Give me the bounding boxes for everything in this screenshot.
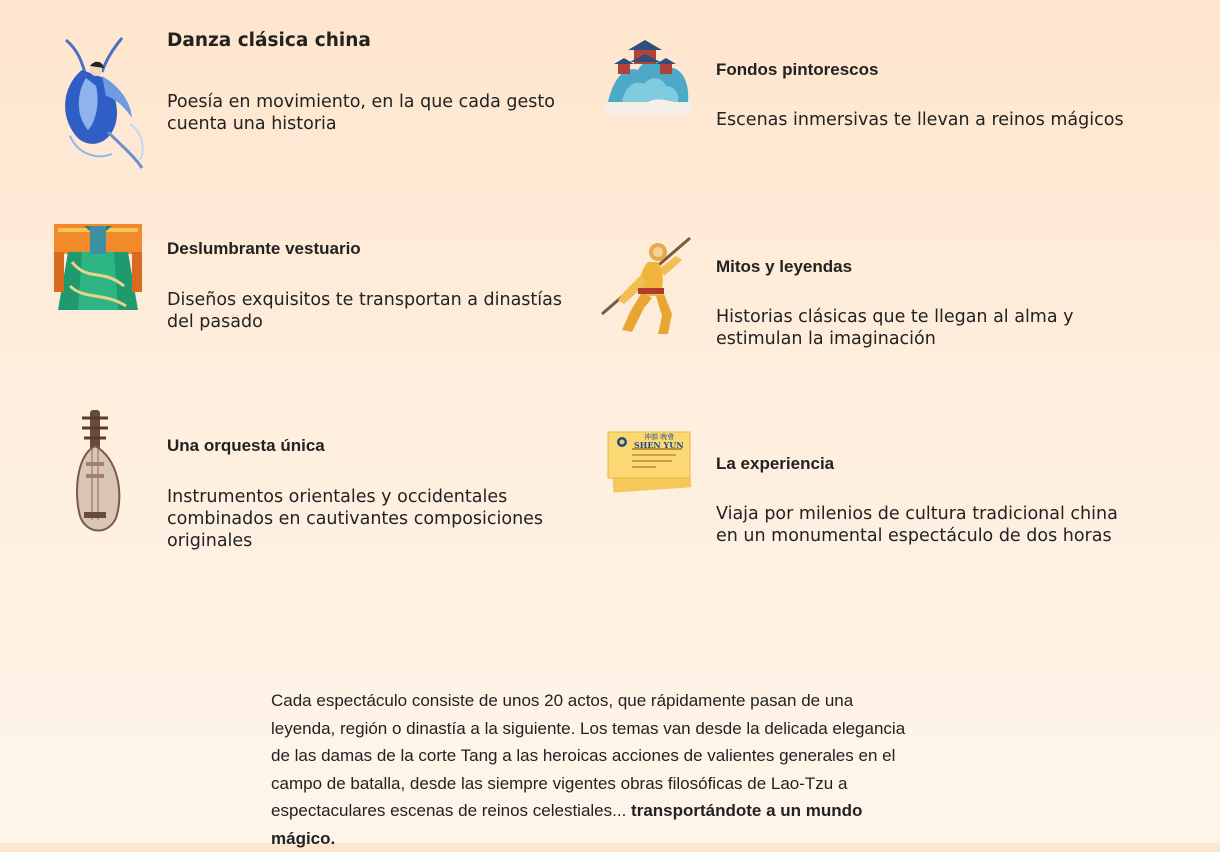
feature-description: Viaja por milenios de cultura tradicional china en un monumental espectáculo de dos horas xyxy=(716,504,1118,546)
palace-icon xyxy=(604,36,692,114)
dancer-icon xyxy=(52,36,150,172)
monkey-king-icon xyxy=(600,234,694,336)
ticket-icon xyxy=(606,428,694,496)
summary-emphasis: transportándote a un mundo mágico. xyxy=(271,801,863,848)
feature-description: Escenas inmersivas te llevan a reinos mágicos xyxy=(716,110,1124,130)
summary-paragraph xyxy=(271,687,911,852)
costume-icon xyxy=(54,222,142,312)
ticket-brand-small: 神韻 晚會 xyxy=(644,433,675,441)
feature-title: Danza clásica china xyxy=(167,30,371,51)
feature-description: Historias clásicas que te llegan al alma y estimulan la imaginación xyxy=(716,307,1074,349)
feature-title: Una orquesta única xyxy=(167,436,325,455)
feature-description: Diseños exquisitos te transportan a dinastías del pasado xyxy=(167,290,562,332)
feature-description: Poesía en movimiento, en la que cada gesto cuenta una historia xyxy=(167,92,555,134)
feature-description: Instrumentos orientales y occidentales combinados en cautivantes composiciones originales xyxy=(167,487,544,551)
feature-title: La experiencia xyxy=(716,454,835,473)
feature-title: Mitos y leyendas xyxy=(716,257,853,276)
summary-text: Cada espectáculo consiste de unos 20 actos, que rápidamente pasan de una leyenda, región o dinastía a la siguiente. Los temas van desde la delicada elegancia de las damas de la corte Tang a las heroicas acciones de valientes generales en el campo de batalla, desde las siempre vigentes obras filosóficas de Lao-Tzu a espectaculares escenas de reinos celestiales... xyxy=(271,691,906,820)
pipa-icon xyxy=(68,408,130,538)
feature-title: Fondos pintorescos xyxy=(716,60,879,79)
ticket-brand: SHEN YUN xyxy=(634,440,684,450)
feature-title: Deslumbrante vestuario xyxy=(167,239,361,258)
